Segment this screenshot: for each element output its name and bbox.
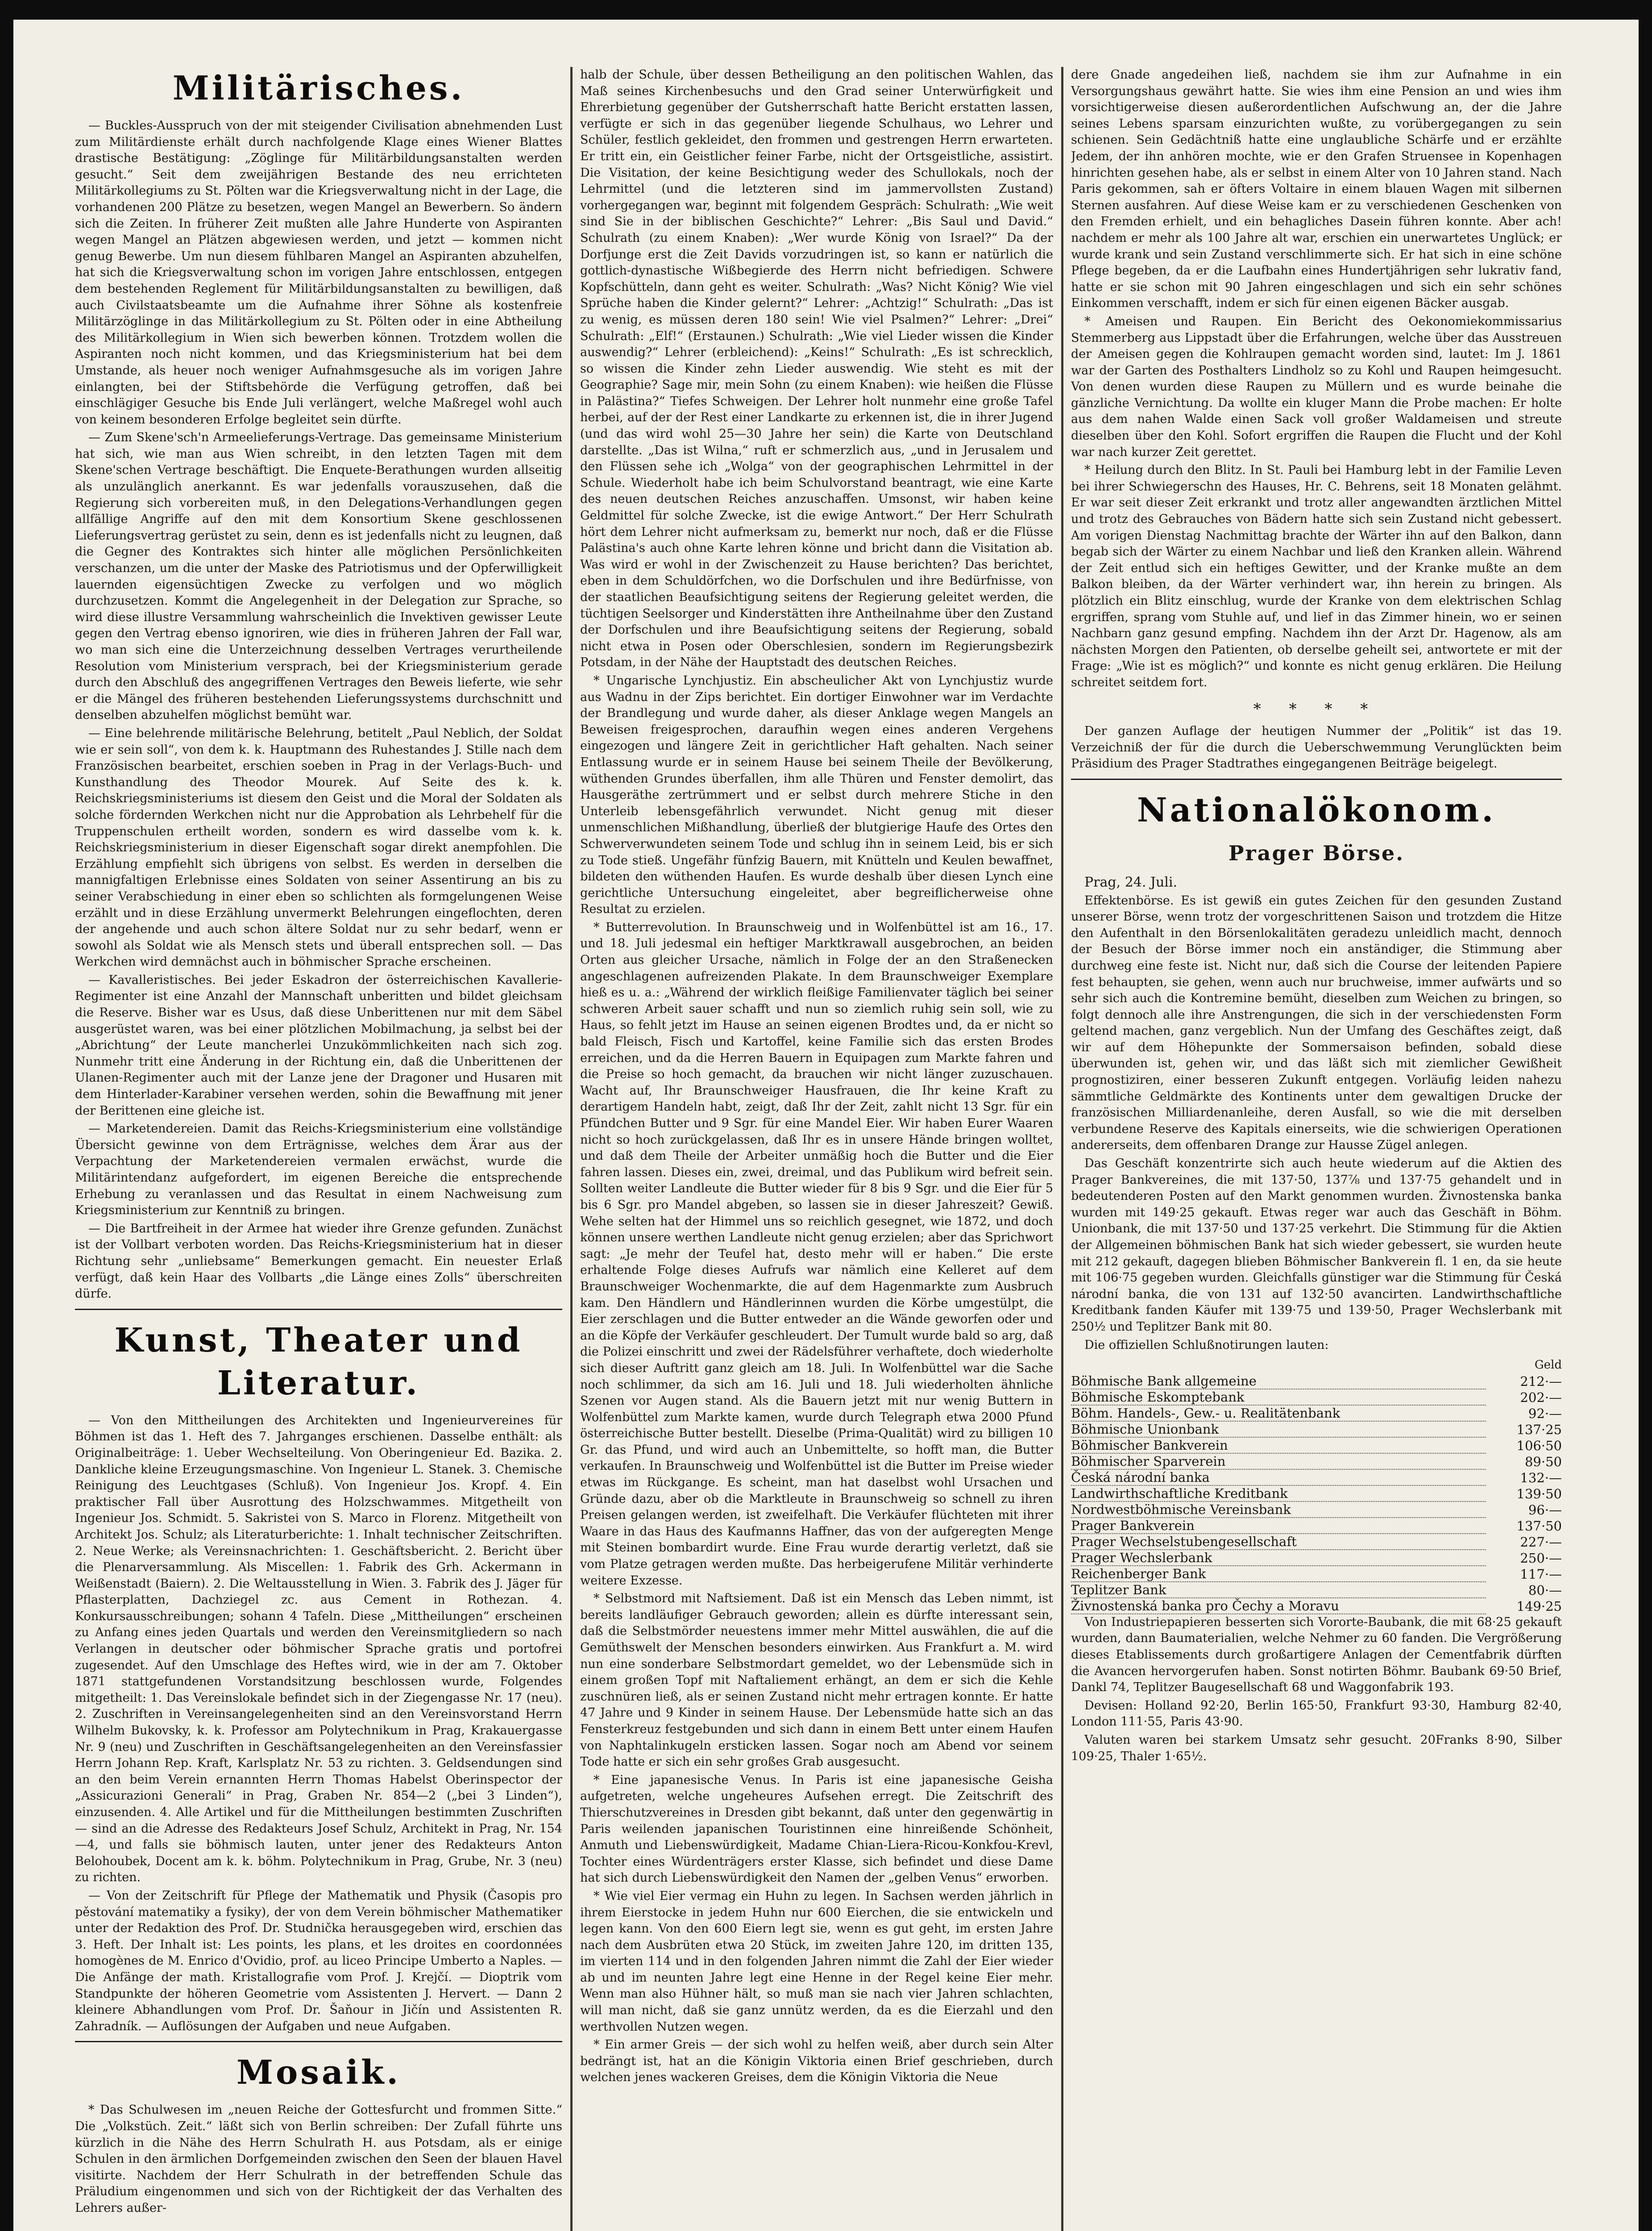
table-row (1071, 1598, 1562, 1614)
quote-value: 117·— (1520, 1566, 1562, 1582)
quote-value: 106·50 (1516, 1438, 1562, 1453)
quote-name: Böhmischer Sparverein (1071, 1453, 1486, 1469)
quote-value: 80·— (1528, 1582, 1562, 1598)
quote-value: 139·50 (1516, 1486, 1562, 1501)
quote-name: Prager Wechslerbank (1071, 1550, 1486, 1566)
quote-value: 202·— (1520, 1389, 1562, 1405)
article: — Von den Mittheilungen des Architekten und Ingenieurvereines für Böhmen ist das 1. Heft des 7. Jahrganges erschienen. Dasselbe enthält: als Originalbeiträge: 1. Ueber Wechselteilung. Von Oberingenieur Ed. Bazika. 2. Dankliche kleine Erzeugungsmaschine. Von Ingenieur L. Stanek. 3. Chemische Reinigung des Leuchtgases (Schluß). Von Ingenieur Jos. Kropf. 4. Ein praktischer Fall über Ausrottung des Holzschwammes. Mitgetheilt von Ingenieur Jos. Schmidt. 5. Sakristei von S. Marco in Florenz. Mitgetheilt von Architekt Jos. Schulz; als Literaturberichte: 1. Inhalt technischer Zeitschriften. 2. Neue Werke; als Vereinsnachrichten: 1. Geschäftsbericht. 2. Bericht über die Plenarversammlung. Als Miscellen: 1. Fabrik des Grh. Ackermann in Weißenstadt (Baiern). 2. Die Weltausstellung in Wien. 3. Fabrik des J. Jäger für Pflasterplatten, Dachziegel zc. aus Cement in Rothezan. 4. Konkursausschreibungen; sohann 4 Tafeln. Diese „Mittheilungen“ erscheinen zu Anfang eines jeden Quartals und werden den Vereinsmitgliedern so nach Verlangen in deutscher oder böhmischer Sprache gratis und portofrei zugesendet. Auf den Umschlage des Heftes wird, wie in der am 7. Oktober 1871 stattgefundenen Vorstandsitzung beschlossen wurde, Folgendes mitgetheilt: 1. Das Vereinslokale befindet sich in der Ziegengasse Nr. 17 (neu). 2. Zuschriften in Vereinsangelegenheiten sind an den Vereinsvorstand Herrn Wilhelm Bukovsky, k. k. Professor am Polytechnikum in Prag, Krakauergasse Nr. 9 (neu) und Zuschriften in Geschäftsangelegenheiten an den Vereinsfassier Herrn Johann Rep. Kraft, Karlsplatz Nr. 53 zu richten. 3. Geldsendungen sind an den beim Verein ernannten Herrn Thomas Habelst Oberinspector der „Assicurazioni Generali“ in Prag, Graben Nr. 854—2 („bei 3 Linden“), einzusenden. 4. Alle Artikel und für die Mittheilungen bestimmten Zuschriften — sind an die Adresse des Redakteurs Josef Schulz, Architekt in Prag, Nr. 154—4, und falls sie böhmisch lauten, unter jener des Redakteurs Anton Belohoubek, Docent am k. k. böhm. Polytechnikum in Prag, Grube, Nr. 3 (neu) zu richten. (75, 1413, 562, 1885)
quote-name: Nordwestböhmische Vereinsbank (1071, 1501, 1486, 1518)
quote-column-header: Geld (1534, 1358, 1562, 1372)
quote-value: 92·— (1528, 1406, 1562, 1421)
article: * Eine japanesische Venus. In Paris ist eine japanesische Geisha aufgetreten, welche ungeheures Aufsehen erregt. Die Zeitschrift des Thierschutzvereines in Dresden gibt bekannt, daß unter den gegenwärtig in Paris weilenden japanischen Touristinnen eine hinreißende Schönheit, Anmuth und Liebenswürdigkeit, Madame Chian-Liera-Ricou-Konkfou-Krevl, Tochter eines Würdenträgers erster Klasse, sich befindet und diese Dame hat sich durch Liebenswürdigkeit den Namen der „gelben Venus“ erworben. (580, 1773, 1053, 1885)
quote-value: 227·— (1520, 1534, 1562, 1550)
quote-value: 149·25 (1516, 1598, 1562, 1614)
quote-value: 132·— (1520, 1470, 1562, 1485)
scan-border-left (0, 0, 13, 2231)
quote-name: Böhm. Handels-, Gew.- u. Realitätenbank (1071, 1405, 1486, 1421)
article: Valuten waren bei starkem Umsatz sehr gesucht. 20Franks 8·90, Silber 109·25, Thaler 1·65½. (1071, 1733, 1562, 1763)
quote-value: 137·50 (1516, 1518, 1562, 1534)
quote-name: Böhmischer Bankverein (1071, 1437, 1486, 1453)
section-title-military: Militärisches. (172, 69, 465, 108)
table-row (1071, 1437, 1562, 1453)
quote-value: 89·50 (1524, 1454, 1562, 1469)
article: — Buckles-Ausspruch von der mit steigender Civilisation abnehmenden Lust zum Militärdienste erhält durch nachfolgende Klage eines Wiener Blattes drastische Bestätigung: „Zöglinge für Militärbildungsanstalten werden gesucht.“ Seit dem zweijährigen Bestande des neu errichteten Militärkollegiums zu St. Pölten war die Kriegsverwaltung nicht in der Lage, die vorhandenen 200 Plätze zu besetzen, wegen Mangel an Bewerbern. So ändern sich die Zeiten. In früherer Zeit mußten alle Jahre Hunderte von Aspiranten wegen Mangel an Plätzen abgewiesen werden, und jetzt — kommen nicht genug Bewerbe. Um nun diesem fühlbaren Mangel an Aspiranten abzuhelfen, hat sich die Kriegsverwaltung schon im vorigen Jahre entschlossen, entgegen dem bestehenden Reglement für Militärbildungsanstalten zu bewilligen, daß auch Civilstaatsbeamte um die Aufnahme ihrer Söhne als kostenfreie Militärzöglinge in das Militärkollegium zu St. Pölten oder in eine Abtheilung des Militärkollegium in Wien sich bewerben können. Trotzdem wollen die Aspiranten noch nicht kommen, und das Kriegsministerium hat bei dem Umstande, als heuer noch weniger Aufnahmsgesuche als im vorigen Jahre einlangten, bei der Stiftsbehörde die Verfügung getroffen, daß bei einschlägiger Gesuche bis Ende Juli verlängert, welche Maßregel wohl auch von keinem besonderen Erfolge begleitet sein dürfte. (75, 119, 562, 427)
column-1 (75, 67, 562, 2231)
article: * Das Schulwesen im „neuen Reiche der Gottesfurcht und frommen Sitte.“ Die „Volkstüch. Zeit.“ läßt sich von Berlin schreiben: Der Zufall führte uns kürzlich in die Nähe des Herrn Schulrath H. aus Potsdam, als er einige Schulen in den ärmlichen Dorfgemeinden zwischen den Seen der blauen Havel visitirte. Nachdem der Herr Schulrath in der betreffenden Schule das Präludium eingenommen und sich von der Richtigkeit der das Verhalten des Lehrers außer- (75, 2103, 562, 2215)
quote-name: Böhmische Eskomptebank (1071, 1389, 1486, 1405)
table-row (1071, 1421, 1562, 1437)
section-title-economy: Nationalökonom. (1137, 791, 1496, 829)
table-row (1071, 1373, 1562, 1389)
article: dere Gnade angedeihen ließ, nachdem sie ihm zur Aufnahme in ein Versorgungshaus gewährt hatte. Sie wies ihm eine Pension an und wies ihm vorsichtigerweise diesen außerordentlichen Aufschwung an, der die Jahre seines Lebens sparsam einzurichten wußte, zu vorübergegangen zu sein schienen. Sein Gedächtniß hatte eine unglaubliche Schärfe und er erzählte Jedem, der ihn anhören mochte, wie er den Grafen Struensee in Kopenhagen hinrichten gesehen habe, als er selbst in einem Alter von 10 Jahren stand. Nach Paris gekommen, sah er öfters Voltaire in einem blauen Wagen mit silbernen Sternen ausfahren. Auf diese Weise kam er zu verschiedenen Geschenken von den Fremden erhielt, und ein behagliches Dasein führen konnte. Aber ach! nachdem er mehr als 100 Jahre alt war, erschien ein unerwartetes Unglück; er wurde krank und sein Zustand verschlimmerte sich. Er hat sich in eine schöne Pflege begeben, da er die Laufbahn eines Hundertjährigen sehr lukrativ fand, hatte er sie schon mit 90 Jahren eingeschlagen und sich ein sehr schönes Einkommen verschafft, indem er sich für einen eigenen Bäcker ausgab. (1071, 68, 1562, 311)
quote-name: Prager Bankverein (1071, 1518, 1486, 1534)
quotes-table (1071, 1373, 1562, 1614)
quote-name: Teplitzer Bank (1071, 1582, 1486, 1598)
table-row (1071, 1453, 1562, 1469)
column-3 (1071, 67, 1562, 2231)
table-row (1071, 1405, 1562, 1421)
table-row (1071, 1582, 1562, 1598)
quote-name: Böhmische Unionbank (1071, 1421, 1486, 1437)
table-row (1071, 1485, 1562, 1501)
quote-name: Landwirthschaftliche Kreditbank (1071, 1485, 1486, 1501)
notice: Der ganzen Auflage der heutigen Nummer der „Politik“ ist das 19. Verzeichniß der für die durch die Ueberschwemmung Verunglückten beim Präsidium des Prager Stadtrathes eingegangenen Beiträge beigelegt. (1071, 724, 1562, 771)
section-divider (75, 1309, 562, 1310)
article: — Zum Skene'sch'n Armeelieferungs-Vertrage. Das gemeinsame Ministerium hat sich, wie man aus Wien schreibt, in den letzten Tagen mit dem Skene'schen Vertrage beschäftigt. Die Enquete-Berathungen wurden allseitig als unzulänglich anerkannt. Es war jedenfalls vorauszusehen, daß die Regierung sich vorbereiten muß, in den Delegations-Verhandlungen gegen allfällige Angriffe auf den mit dem Konsortium Skene geschlossenen Lieferungsvertrag gerüstet zu sein, denn es ist jedenfalls nicht zu leugnen, daß die Gegner des Kontraktes sich hinter alle möglichen Persönlichkeiten verschanzen, um die unter der Maske des Patriotismus und der Opferwilligkeit lauernden eigensüchtigen Zwecke zu verfolgen und wo möglich durchzusetzen. Kommt die Angelegenheit in der Delegation zur Sprache, so wird diese illustre Versammlung wahrscheinlich die Invektiven gewisser Leute gegen den Vertrag ebenso ignoriren, wie dies in früheren Jahren der Fall war, wo man sich eine die Unterzeichnung desselben Vertrages verurtheilende Resolution vom Ministerium versprach, bei der Kriegsministerium gerade durch den Abschluß des angegriffenen Vertrages den Beweis lieferte, wie sehr er die Mängel des früheren bestehenden Lieferungssystems durchschnitt und denselben abzuhelfen möglichst bemüht war. (75, 431, 562, 722)
section-divider (75, 2041, 562, 2042)
column-rule (570, 67, 573, 2231)
article: — Die Bartfreiheit in der Armee hat wieder ihre Grenze gefunden. Zunächst ist der Vollbart verboten worden. Das Reichs-Kriegsministerium hat in dieser Richtung sehr „unliebsame“ Bemerkungen gemacht. Ein neuester Erlaß verfügt, daß kein Haar des Vollbarts „die Länge eines Zolls“ überschreiten dürfe. (75, 1221, 562, 1301)
scan-border-right (1639, 0, 1652, 2231)
quote-name: Reichenberger Bank (1071, 1566, 1486, 1582)
table-row (1071, 1469, 1562, 1485)
article: * Ameisen und Raupen. Ein Bericht des Oekonomiekommissarius Stemmerberg aus Lippstadt über die Erfahrungen, welche über das Ausstreuen der Ameisen gegen die Kohlraupen gemacht worden sind, lautet: Im J. 1861 war der Garten des Posthalters Lindholz so zu Kohl und Raupen heimgesucht. Von denen wurden diese Raupen zu Müllern und es wurde beinahe die gänzliche Vernichtung. Da wollte ein kluger Mann die Probe machen: Er holte aus dem nahen Walde einen Sack voll großer Waldameisen und streute dieselben über den Kohl. Sofort ergriffen die Raupen die Flucht und der Kohl war nach kurzer Zeit gerettet. (1071, 314, 1562, 459)
quote-name: Böhmische Bank allgemeine (1071, 1373, 1486, 1389)
quote-value: 96·— (1528, 1502, 1562, 1518)
article: * Selbstmord mit Naftsiement. Daß ist ein Mensch das Leben nimmt, ist bereits landläufiger Gebrauch geworden; allein es dürfte interessant sein, daß die Selbstmörder neuestens immer mehr Mittel auswählen, die auf die Gemüthswelt der Menschen besonders einwirken. Aus Frankfurt a. M. wird nun eine sonderbare Selbstmordart gemeldet, wo der Lebensmüde sich in einem großen Topf mit Naftaliement erhängt, an dem er sich die Kehle zuschnüren ließ, als er seinen Zustand nicht mehr ertragen konnte. Er hatte 47 Jahre und 9 Kinder in seinem Hause. Der Lebensmüde hatte sich an das Fensterkreuz festgebunden und sich dann in einem Bett unter einem Haufen von Naphtalinkugeln ersticken lassen. Sogar noch am Abend vor seinem Tode hatte er sich ein sehr großes Grab ausgesucht. (580, 1592, 1053, 1769)
article: Die offiziellen Schlußnotirungen lauten: (1084, 1338, 1329, 1352)
quote-value: 212·— (1520, 1373, 1562, 1389)
table-row (1071, 1501, 1562, 1518)
section-title-arts: Kunst, Theater und Literatur. (114, 1321, 523, 1402)
article: * Heilung durch den Blitz. In St. Pauli bei Hamburg lebt in der Familie Leven bei ihrer Schwiegerschn des Hauses, Hr. C. Behrens, seit 18 Monaten gelähmt. Er war seit dieser Zeit erkrankt und trotz aller angewandten ärztlichen Mittel und trotz des Gebrauches von Bädern hatte sich sein Zustand nicht gebessert. Am vorigen Dienstag Nachmittag brachte der Wärter ihn auf den Balkon, dann begab sich der Wärter zu einem Nachbar und ließ den Kranken allein. Während der Zeit entlud sich ein heftiges Gewitter, und der Kranke mußte an dem Balkon bleiben, da der Wärter verhindert war, ihn herein zu bringen. Als plötzlich ein Blitz einschlug, wurde der Kranke von dem elektrischen Schlag ergriffen, sprang vom Stuhle auf, und lief in das Zimmer hinein, wo er seinen Nachbarn ganz gesund empfing. Nachdem ihn der Arzt Dr. Hagenow, als am nächsten Morgen den Patienten, ob derselbe geheilt sei, antwortete er mit der Frage: „Wie ist es möglich?“ und konnte es nicht genug erklären. Die Heilung schreitet seitdem fort. (1071, 463, 1562, 689)
article: — Eine belehrende militärische Belehrung, betitelt „Paul Neblich, der Soldat wie er sein soll“, von dem k. k. Hauptmann des Ruhestandes J. Stille nach dem Französischen bearbeitet, erschien soeben in Prag in der Verlags-Buch- und Kunsthandlung des Theodor Mourek. Auf Seite des k. k. Reichskriegsministeriums ist diesem den Geist und die Moral der Soldaten als solche fördernden Werkchen nicht nur die Approbation als Lehrbehelf für die Truppenschulen ertheilt worden, sondern es wird dasselbe vom k. k. Reichskriegsministerium in dieser Eigenschaft sogar direkt anempfohlen. Die Erzählung empfiehlt sich übrigens von selbst. Es werden in derselben die mannigfaltigen Erlebnisse eines Soldaten von seiner Assentirung an bis zu seiner Verabschiedung in einer eben so schlichten als formgelungenen Weise erzählt und in diese Erzählung unvermerkt Belehrungen eingeflochten, deren der angehende und auch schon ältere Soldat nur zu sehr bedarf, wenn er sowohl als Soldat wie als Mensch stets und überall entsprechen soll. — Das Werkchen wird demnächst auch in böhmischer Sprache erscheinen. (75, 726, 562, 969)
column-rule (1061, 67, 1063, 2231)
article: — Von der Zeitschrift für Pflege der Mathematik und Physik (Časopis pro pěstování matematiky a fysiky), der von dem Verein böhmischer Mathematiker unter der Redaktion des Prof. Dr. Studnička herausgegeben wird, erschien das 3. Heft. Der Inhalt ist: Les points, les plans, et les droites en coordonnées homogènes de M. Enrico d'Ovidio, prof. au liceo Principe Umberto a Naples. — Die Anfänge der math. Kristallografie vom Prof. J. Krejčí. — Dioptrik vom Standpunkte der höheren Geometrie vom Assistenten J. Hervert. — Dann 2 kleinere Abhandlungen vom Prof. Dr. Šaňour in Jičín und Assistenten R. Zahradník. — Auflösungen der Aufgaben und neue Aufgaben. (75, 1888, 562, 2033)
article: * Butterrevolution. In Braunschweig und in Wolfenbüttel ist am 16., 17. und 18. Juli jedesmal ein heftiger Marktkrawall ausgebrochen, an beiden Orten aus gleicher Ursache, nämlich in Folge der an den Straßenecken angeschlagenen aufreizenden Plakate. In dem Braunschweiger Exemplare hieß es u. a.: „Während der wirklich fleißige Familienvater täglich bei seiner schweren Arbeit sauer schafft und nun so ziemlich ruhig sein soll, wie zu Haus, so fehlt jetzt im Hause an seinen eigenen Brodtes und, da er nicht so bald Fleisch, Fisch und Kartoffel, keine Familie sich das ersten Brodes erreichen, und da die Herren Bauern in Equipagen zum Markte fahren und die Preise so hoch gemacht, da brauchen wir nicht länger zuzuschauen. Wacht auf, Ihr Braunschweiger Hausfrauen, die Ihr keine Kraft zu derartigem Handeln habt, zeigt, daß Ihr der Zeit, zahlt nicht 13 Sgr. für ein Pfündchen Butter und 9 Sgr. für eine Mandel Eier. Wir haben Eurer Waaren nicht so hoch zurückgelassen, daß Ihr es in unsere Hände bringen wolltet, und daß dem Theile der Arbeiter unmäßig hoch die Butter und die Eier fahren lassen. Dieses ein, zwei, dreimal, und das Publikum wird befreit sein. Sollten weiter Landleute die Butter wieder für 8 bis 9 Sgr. und die Eier für 5 bis 6 Sgr. pro Mandel abgeben, so lassen sie in dieser Jahreszeit? Gewiß. Wehe selten hat der Himmel uns so reichlich gesegnet, wie 1872, und doch können unsere werthen Landleute nicht genug erzielen; aber das Sprichwort sagt: „Je mehr der Teufel hat, desto mehr will er haben.“ Die erste erhaltende Folge dieses Aufrufs war nämlich eine Kelleret auf dem Braunschweiger Wochenmarkte, die auf dem Hagenmarkte zum Ausbruch kam. Den Händlern und Händlerinnen wurden die Körbe umgestülpt, die Eier zerschlagen und die Butter entweder an die Wände geworfen oder und an die Köpfe der Verkäufer geschleudert. Der Tumult wurde bald so arg, daß die Polizei einschritt und zwei der Rädelsführer verhaftete, doch wiederholte sich dieser Auftritt ganz gleich am 18. Juli. In Wolfenbüttel war die Sache noch schlimmer, da sich am 16. Juli und 18. Juli wiederholten ähnliche Szenen vor Augen stand. Als die Bauern jetzt mit nur wenig Buttern in Wolfenbüttel zum Markte kamen, wurde durch Telegraph etwa 2000 Pfund österreichische Butter bestellt. Dieselbe (Prima-Qualität) wird zu billigen 10 Gr. das Pfund, und wird auch an Unbemittelte, so hofft man, die Butter verkaufen. In Braunschweig und Wolfenbüttel ist die Butter im Preise wieder etwas im Rückgange. Es scheint, man hat daselbst wohl Ursachen und Gründe dazu, aber ob die Marktleute in Braunschweig so schnell zu ihren Preisen gelangen werden, ist zweifelhaft. Die Verkäufer flüchteten mit ihrer Waare in das Haus des Kaufmanns Haffner, das von der aufgeregten Menge mit Steinen bombardirt wurde. Eine Frau wurde derartig verletzt, daß sie vom Platze getragen werden mußte. Das herbeigerufene Militär verhinderte weitere Exzesse. (580, 920, 1053, 1588)
table-row (1071, 1534, 1562, 1550)
dateline: Prag, 24. Juli. (1084, 874, 1178, 890)
separator-stars: * * * * (1253, 700, 1380, 718)
article: halb der Schule, über dessen Betheiligung an den politischen Wahlen, das Maß seines Kirchenbesuchs und den Grad seiner Unterwürfigkeit und Ehrerbietung gegenüber der Gutsherrschaft hatte Bericht erstatten lassen, verfügte er sich in das gegenüber liegende Schulhaus, wo Lehrer und Schüler, festlich gekleidet, den frommen und gestrengen Herrn erwarteten. Er tritt ein, ein Geistlicher feiner Farbe, nicht der Ortsgeistliche, assistirt. Die Visitation, der keine Besichtigung weder des Schullokals, noch der Lehrmittel (und die letzteren sind im jammervollsten Zustand) vorhergegangen war, beginnt mit folgendem Gespräch: Schulrath: „Wie weit sind Sie in der biblischen Geschichte?“ Lehrer: „Bis Saul und David.“ Schulrath (zu einem Knaben): „Wer wurde König von Israel?“ Da der Dorfjunge erst die Zeit Davids vorzudringen ist, so kann er natürlich die gottlich-dynastische Wißbegierde des Herrn nicht befriedigen. Schwere Kopfschütteln, dann geht es weiter. Schulrath: „Was? Nicht König? Wie viel Sprüche haben die Kinder gelernt?“ Lehrer: „Achtzig!“ Schulrath: „Das ist zu wenig, es müssen deren 180 sein! Wie viel Psalmen?“ Lehrer: „Drei“ Schulrath: „Elf!“ (Erstaunen.) Schulrath: „Wie viel Lieder wissen die Kinder auswendig?“ Lehrer (erbleichend): „Keins!“ Schulrath: „Es ist schrecklich, so wissen die Kinder zehn Lieder auswendig. Wie steht es mit der Geographie? Sage mir, mein Sohn (zu einem Knaben): wie heißen die Flüsse in Palästina?“ Tiefes Schweigen. Der Lehrer holt nunmehr eine große Tafel herbei, auf der der Rest einer Landkarte zu erkennen ist, die in ihrer Jugend (und das wird wohl 25—30 Jahre her sein) die Karte von Deutschland darstellte. „Das ist Wilna,“ ruft er schmerzlich aus, „und in Jerusalem und den Flüssen sehe ich „Wolga“ von der geographischen Lehrmittel in der Schule. Wiederholt habe ich beim Schulvorstand beantragt, wie eine Karte des neuen deutschen Reiches anzuschaffen. Umsonst, wir haben keine Geldmittel für solche Zwecke, ist die ewige Antwort.“ Der Herr Schulrath hört dem Lehrer nicht aufmerksam zu, bemerkt nur noch, daß er die Flüsse Palästina's auch ohne Karte lehren könne und bricht dann die Visitation ab. Was wird er wohl in der Zwischenzeit zu Hause berichten? Das berichtet, eben in dem Schuldörfchen, wo die Dorfschulen und ihre Bedürfnisse, von der staatlichen Beaufsichtigung seitens der Regierung geleitet werden, die tüchtigen Seelsorger und Kinderstätten ihre Antheilnahme über den Zustand der Dorfschulen und ihre Beaufsichtigung seitens der Regierung, sobald nicht etwa in Posen oder Oberschlesien, sondern im Regierungsbezirk Potsdam, in der Nähe der Hauptstadt des deutschen Reiches. (580, 68, 1053, 670)
table-row (1071, 1550, 1562, 1566)
article: — Kavalleristisches. Bei jeder Eskadron der österreichischen Kavallerie-Regimenter ist eine Anzahl der Mannschaft unberitten und bildet gleichsam die Reserve. Bisher war es Usus, daß diese Unberittenen nur mit dem Säbel ausgerüstet waren, was bei einer plötzlichen Mobilmachung, ja selbst bei der „Abrichtung“ der Leute mancherlei Unzukömmlichkeiten nach sich zog. Nunmehr tritt eine Änderung in der Richtung ein, daß die Unberittenen der Ulanen-Regimenter auch mit der Lanze jene der Dragoner und Husaren mit dem Hinterlader-Karabiner versehen werden, sohin die Bewaffnung mit jener der Berittenen eine gleiche ist. (75, 973, 562, 1118)
column-2 (580, 67, 1053, 2231)
quote-value: 137·25 (1516, 1422, 1562, 1437)
section-title-mosaic: Mosaik. (236, 2053, 401, 2092)
quote-value: 250·— (1520, 1550, 1562, 1566)
article: Das Geschäft konzentrirte sich auch heute wiederum auf die Aktien des Prager Bankvereines, die mit 137·50, 137⅞ und 137·75 gehandelt und in bedeutenderen Posten auf den Markt genommen wurden. Živnostenska banka wurden mit 149·25 gekauft. Etwas reger war auch das Geschäft in Böhm. Unionbank, die mit 137·50 und 137·25 verkehrt. Die Stimmung für die Aktien der Allgemeinen böhmischen Bank hat sich wieder gebessert, sie wurden heute mit 212 gekauft, dagegen blieben Böhmischer Bankverein fl. 1 en, da sie heute mit 106·75 gegeben wurden. Gleichfalls günstiger war die Stimmung für Česká národní banka, die von 131 auf 132·50 avancirten. Landwirthschaftliche Kreditbank fanden Käufer mit 139·75 und 139·50, Prager Wechslerbank mit 250½ und Teplitzer Bank mit 80. (1071, 1157, 1562, 1334)
article: * Wie viel Eier vermag ein Huhn zu legen. In Sachsen werden jährlich in ihrem Eierstocke in jedem Huhn nur 600 Eierchen, die sie entwickeln und legen kann. Von den 600 Eiern legt sie, wenn es gut geht, im ersten Jahre nach dem Ausbrüten etwa 20 Stück, im zweiten Jahre 120, im dritten 135, im vierten 114 und in den folgenden Jahren nimmt die Zahl der Eier wieder ab und im neunten Jahre legt eine Henne in der Regel keine Eier mehr. Wenn man also Hühner hält, so muß man sie nach vier Jahren schlachten, will man nicht, daß sie ganz unnütz werden, da es die Eierzahl und den werthvollen Nutzen wegen. (580, 1889, 1053, 2034)
subsection-title-prague-exchange: Prager Börse. (1228, 841, 1405, 865)
quote-name: Živnostenská banka pro Čechy a Moravu (1071, 1598, 1486, 1614)
article: Effektenbörse. Es ist gewiß ein gutes Zeichen für den gesunden Zustand unserer Börse, wenn trotz der vorgeschrittenen Saison und trotzdem die Hitze den Aufenthalt in den Börsenlokalitäten geradezu unleidlich macht, dennoch der Besuch der Börse immer noch ein anständiger, die Stimmung aber durchweg eine feste ist. Nicht nur, daß sich die Course der leitenden Papiere fest behaupten, sie gehen, wenn auch nur bruchweise, immer aufwärts und so sehr sich auch die Kontremine bemüht, dieselben zum Weichen zu bringen, so folgt dennoch alle ihre Anstrengungen, die sich in der verschiedensten Form geltend machen, ganz vergeblich. Nun der Umfang des Geschäftes zeigt, daß wir auf dem Höhepunkte der Sommersaison befinden, sobald diese überwunden ist, gehen wir, und das läßt sich mit ziemlicher Gewißheit prognostiziren, einer besseren Zukunft entgegen. Vorläufig leiden nahezu sämmtliche Geldmärkte des Kontinents unter dem gewaltigen Drucke der französischen Milliardenanleihe, deren Ausfall, so wie die mit derselben verbundene Reserve des Kapitals einerseits, wie die schwierigen Operationen andererseits, dem offenbaren Drange zur Hausse Zügel anlegen. (1071, 893, 1562, 1153)
article: Von Industriepapieren besserten sich Vororte-Baubank, die mit 68·25 gekauft wurden, dann Baumaterialien, welche Nehmer zu 60 fanden. Die Vergrößerung dieses Etablissements durch großartigere Anlagen der Cementfabrik dürften die Avancen hervorgerufen haben. Sonst notirten Böhmr. Baubank 69·50 Brief, Dankl 74, Teplitzer Baugesellschaft 68 und Waggonfabrik 193. (1071, 1615, 1562, 1695)
article: — Marketendereien. Damit das Reichs-Kriegsministerium eine vollständige Übersicht gewinne von dem Erträgnisse, welches dem Ärar aus der Verpachtung der Marketendereien vermalen erwächst, wurde die Militärintendanz aufgefordert, im eigenen Bereiche die entsprechende Erhebung zu veranlassen und das Resultat in einem Nachweisung zum Kriegsministerium zur Kenntniß zu bringen. (75, 1122, 562, 1218)
article: Devisen: Holland 92·20, Berlin 165·50, Frankfurt 93·30, Hamburg 82·40, London 111·55, Paris 43·90. (1071, 1698, 1562, 1729)
table-row (1071, 1518, 1562, 1534)
quote-name: Prager Wechselstubengesellschaft (1071, 1534, 1486, 1550)
article: * Ein armer Greis — der sich wohl zu helfen weiß, aber durch sein Alter bedrängt ist, hat an die Königin Viktoria einen Brief geschrieben, durch welchen jenes wackeren Greises, dem die Königin Viktoria die Neue (580, 2038, 1053, 2085)
article: * Ungarische Lynchjustiz. Ein abscheulicher Akt von Lynchjustiz wurde aus Wadnu in der Zips berichtet. Ein dortiger Einwohner war im Verdachte der Brandlegung und wurde daher, als dieser Anklage wegen Mangels an Beweisen freigesprochen, daraufhin wegen eines anderen Vergehens eingezogen und längere Zeit in gerichtlicher Haft gehalten. Nach seiner Entlassung wurde er in seinem Hause bei seinem Theile der Bevölkerung, wüthenden Grundes überfallen, ihm alle Thüren und Fenster demolirt, das Hausgeräthe zertrümmert und er selbst durch mehrere Stiche in den Unterleib lebensgefährlich verwundet. Nicht genug mit dieser unmenschlichen Mißhandlung, überließ der blutgierige Haufe des Ortes den Schwerverwundeten seinem Tode und schlug ihn in seinem Leid, bis er sich zu Tode stieß. Ungefähr fünfzig Bauern, mit Knütteln und Keulen bewaffnet, bildeten den wüthenden Haufen. Es wurde deshalb über diesen Lynch eine gerichtliche Untersuchung eingeleitet, aber begreiflicherweise ohne Resultat zu erzielen. (580, 673, 1053, 916)
table-row (1071, 1389, 1562, 1405)
table-row (1071, 1566, 1562, 1582)
section-divider (1071, 779, 1562, 780)
scan-border-top (0, 0, 1652, 20)
quote-name: Česká národní banka (1071, 1469, 1486, 1485)
